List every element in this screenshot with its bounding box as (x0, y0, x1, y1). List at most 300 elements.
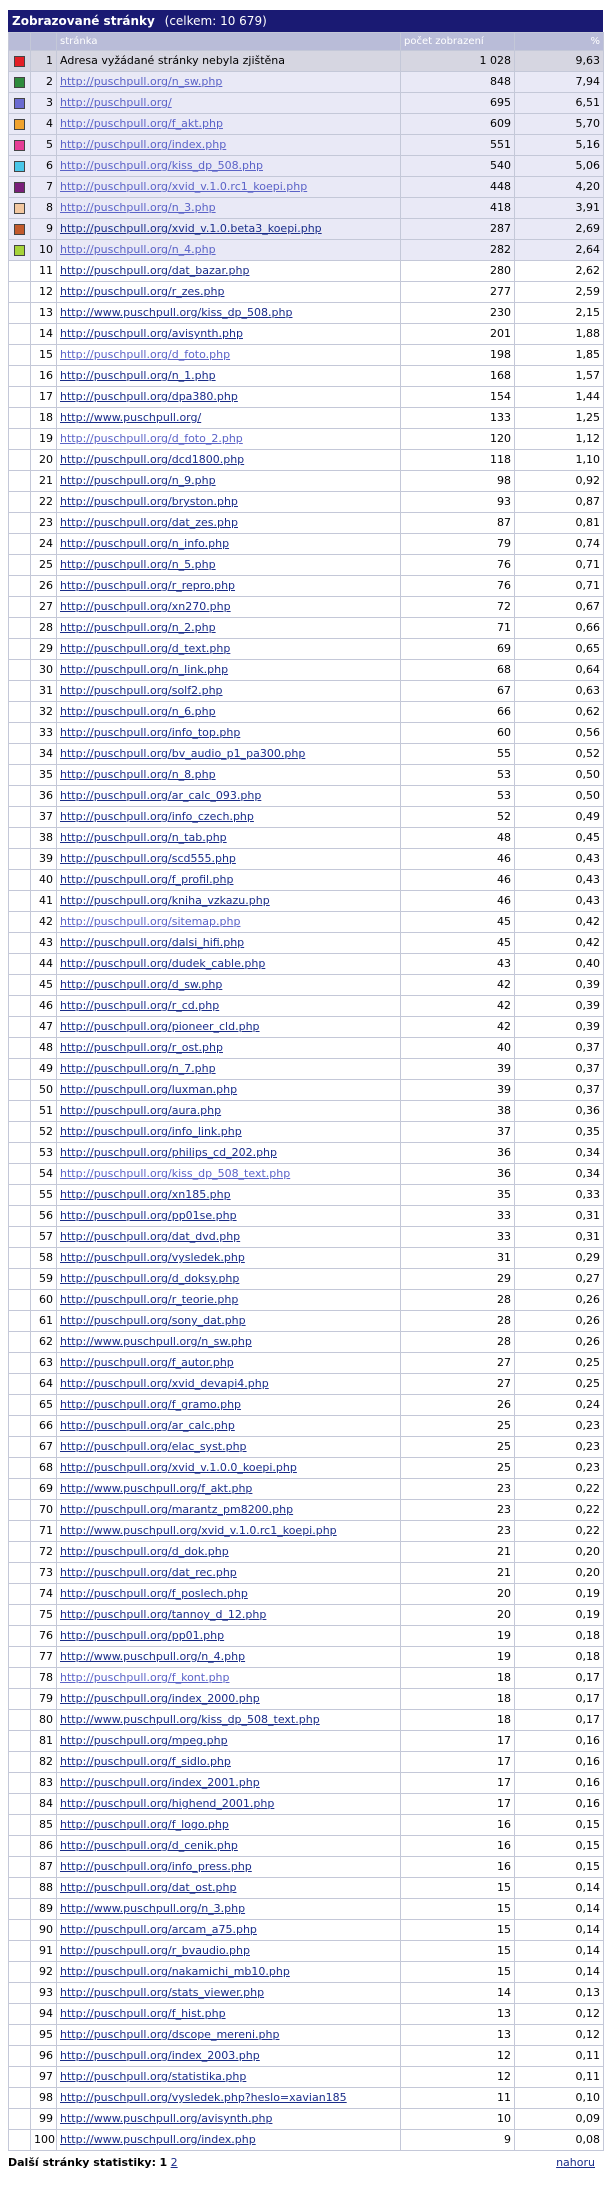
color-swatch-icon (14, 56, 25, 67)
row-page (57, 429, 401, 450)
page-link[interactable]: http://puschpull.org/n_1.php (60, 369, 216, 382)
row-page (57, 1101, 401, 1122)
row-rank: 30 (31, 660, 57, 681)
row-rank: 84 (31, 1794, 57, 1815)
row-percent: 0,34 (515, 1143, 604, 1164)
row-swatch-cell (9, 786, 31, 807)
page-link[interactable]: http://puschpull.org/index_2003.php (60, 2049, 260, 2062)
row-count: 154 (401, 387, 515, 408)
page-link[interactable]: http://puschpull.org/info_czech.php (60, 810, 254, 823)
page-link[interactable]: http://puschpull.org/index_2001.php (60, 1776, 260, 1789)
table-row (9, 2130, 604, 2151)
row-rank: 38 (31, 828, 57, 849)
table-row (9, 723, 604, 744)
page-link[interactable]: http://puschpull.org/n_6.php (60, 705, 216, 718)
page-link[interactable]: http://puschpull.org/ar_calc.php (60, 1419, 235, 1432)
row-rank: 87 (31, 1857, 57, 1878)
table-row (9, 1605, 604, 1626)
row-page (57, 723, 401, 744)
page-link[interactable]: http://puschpull.org/dscope_mereni.php (60, 2028, 280, 2041)
table-row (9, 2109, 604, 2130)
row-percent: 0,22 (515, 1500, 604, 1521)
row-rank: 40 (31, 870, 57, 891)
page-link[interactable]: http://puschpull.org/f_hist.php (60, 2007, 226, 2020)
page-link[interactable]: http://puschpull.org/r_ost.php (60, 1041, 223, 1054)
page-link[interactable]: http://puschpull.org/avisynth.php (60, 327, 243, 340)
row-page (57, 1038, 401, 1059)
page-link[interactable]: http://www.puschpull.org/index.php (60, 2133, 256, 2146)
row-swatch-cell (9, 996, 31, 1017)
row-rank: 20 (31, 450, 57, 471)
row-count: 72 (401, 597, 515, 618)
table-row (9, 1416, 604, 1437)
row-rank: 62 (31, 1332, 57, 1353)
page-link[interactable]: http://puschpull.org/n_2.php (60, 621, 216, 634)
header-percent: % (515, 33, 604, 51)
page-link[interactable]: http://puschpull.org/r_cd.php (60, 999, 220, 1012)
row-rank: 98 (31, 2088, 57, 2109)
page-link[interactable]: http://puschpull.org/f_autor.php (60, 1356, 234, 1369)
row-count: 15 (401, 1899, 515, 1920)
table-row (9, 1668, 604, 1689)
row-page (57, 1983, 401, 2004)
page-link[interactable]: http://puschpull.org/bv_audio_p1_pa300.php (60, 747, 306, 760)
page-link[interactable]: http://puschpull.org/tannoy_d_12.php (60, 1608, 267, 1621)
page-link[interactable]: http://puschpull.org/index.php (60, 138, 227, 151)
page-link[interactable]: http://puschpull.org/d_text.php (60, 642, 231, 655)
row-swatch-cell (9, 429, 31, 450)
page-link[interactable]: http://puschpull.org/n_link.php (60, 663, 229, 676)
table-row (9, 387, 604, 408)
row-rank: 23 (31, 513, 57, 534)
row-swatch-cell (9, 1227, 31, 1248)
page-link[interactable]: http://puschpull.org/kiss_dp_508_text.php (60, 1167, 291, 1180)
row-count: 53 (401, 786, 515, 807)
row-page (57, 1920, 401, 1941)
row-count: 45 (401, 933, 515, 954)
row-percent: 0,16 (515, 1794, 604, 1815)
row-swatch-cell (9, 72, 31, 93)
row-rank: 51 (31, 1101, 57, 1122)
color-swatch-icon (14, 203, 25, 214)
row-swatch-cell (9, 1878, 31, 1899)
page-link[interactable]: http://www.puschpull.org/n_3.php (60, 1902, 246, 1915)
row-swatch-cell (9, 933, 31, 954)
row-swatch-cell (9, 1731, 31, 1752)
row-rank: 13 (31, 303, 57, 324)
row-rank: 61 (31, 1311, 57, 1332)
page-link[interactable]: http://puschpull.org/pioneer_cld.php (60, 1020, 260, 1033)
page-link[interactable]: http://puschpull.org/ar_calc_093.php (60, 789, 262, 802)
row-swatch-cell (9, 765, 31, 786)
row-page (57, 954, 401, 975)
row-percent: 0,33 (515, 1185, 604, 1206)
table-row (9, 1857, 604, 1878)
page-link[interactable]: http://puschpull.org/xn270.php (60, 600, 231, 613)
table-row (9, 156, 604, 177)
row-count: 848 (401, 72, 515, 93)
row-page (57, 891, 401, 912)
row-rank: 88 (31, 1878, 57, 1899)
table-row (9, 2088, 604, 2109)
page-link[interactable]: http://puschpull.org/r_teorie.php (60, 1293, 239, 1306)
page-link[interactable]: http://puschpull.org/arcam_a75.php (60, 1923, 257, 1936)
page-link[interactable]: http://puschpull.org/info_link.php (60, 1125, 242, 1138)
page-link[interactable]: http://puschpull.org/f_poslech.php (60, 1587, 248, 1600)
page-link[interactable]: http://www.puschpull.org/kiss_dp_508_text.php (60, 1713, 320, 1726)
row-count: 1 028 (401, 51, 515, 72)
row-page (57, 2088, 401, 2109)
page-link[interactable]: http://puschpull.org/d_cenik.php (60, 1839, 238, 1852)
row-rank: 60 (31, 1290, 57, 1311)
page-link[interactable]: http://puschpull.org/dudek_cable.php (60, 957, 266, 970)
row-swatch-cell (9, 282, 31, 303)
row-page (57, 912, 401, 933)
row-swatch-cell (9, 1836, 31, 1857)
row-rank: 3 (31, 93, 57, 114)
table-row (9, 492, 604, 513)
page-link[interactable]: http://puschpull.org/solf2.php (60, 684, 223, 697)
page-link[interactable]: http://puschpull.org/highend_2001.php (60, 1797, 275, 1810)
page-link[interactable]: http://puschpull.org/n_8.php (60, 768, 216, 781)
table-row (9, 2025, 604, 2046)
row-page (57, 282, 401, 303)
row-page (57, 177, 401, 198)
page-link[interactable]: http://puschpull.org/f_logo.php (60, 1818, 229, 1831)
page-link[interactable]: http://puschpull.org/pp01se.php (60, 1209, 237, 1222)
table-row (9, 1311, 604, 1332)
page-link[interactable]: http://puschpull.org/philips_cd_202.php (60, 1146, 278, 1159)
page-link[interactable]: http://puschpull.org/kiss_dp_508.php (60, 159, 263, 172)
row-count: 69 (401, 639, 515, 660)
page-link[interactable]: http://puschpull.org/bryston.php (60, 495, 238, 508)
row-rank: 44 (31, 954, 57, 975)
page-2-link[interactable]: 2 (170, 2156, 178, 2169)
page-link[interactable]: http://puschpull.org/stats_viewer.php (60, 1986, 265, 1999)
row-rank: 65 (31, 1395, 57, 1416)
row-count: 39 (401, 1080, 515, 1101)
row-percent: 1,10 (515, 450, 604, 471)
page-current: 1 (159, 2156, 168, 2169)
row-rank: 83 (31, 1773, 57, 1794)
row-percent: 0,40 (515, 954, 604, 975)
page-link[interactable]: http://www.puschpull.org/f_akt.php (60, 1482, 253, 1495)
page-link[interactable]: http://www.puschpull.org/xvid_v.1.0.rc1_koepi.php (60, 1524, 337, 1537)
color-swatch-icon (14, 119, 25, 130)
row-count: 33 (401, 1206, 515, 1227)
row-percent: 6,51 (515, 93, 604, 114)
page-link[interactable]: http://puschpull.org/xn185.php (60, 1188, 231, 1201)
row-page (57, 1626, 401, 1647)
row-swatch-cell (9, 1920, 31, 1941)
row-swatch-cell (9, 1269, 31, 1290)
row-swatch-cell (9, 1458, 31, 1479)
row-rank: 41 (31, 891, 57, 912)
row-page (57, 1353, 401, 1374)
page-link[interactable]: http://puschpull.org/dat_ost.php (60, 1881, 237, 1894)
page-link[interactable]: http://puschpull.org/d_foto.php (60, 348, 231, 361)
page-link[interactable]: http://puschpull.org/sony_dat.php (60, 1314, 246, 1327)
row-page (57, 219, 401, 240)
page-link[interactable]: http://puschpull.org/dpa380.php (60, 390, 238, 403)
row-rank: 24 (31, 534, 57, 555)
page-link[interactable]: http://www.puschpull.org/n_4.php (60, 1650, 246, 1663)
row-count: 10 (401, 2109, 515, 2130)
page-link[interactable]: http://puschpull.org/n_7.php (60, 1062, 216, 1075)
page-link[interactable]: http://puschpull.org/scd555.php (60, 852, 236, 865)
row-swatch-cell (9, 1710, 31, 1731)
row-count: 120 (401, 429, 515, 450)
page-link[interactable]: http://puschpull.org/f_profil.php (60, 873, 234, 886)
table-row (9, 891, 604, 912)
color-swatch-icon (14, 140, 25, 151)
page-link[interactable]: http://puschpull.org/luxman.php (60, 1083, 238, 1096)
row-swatch-cell (9, 324, 31, 345)
page-link[interactable]: http://puschpull.org/ (60, 96, 172, 109)
row-page (57, 1332, 401, 1353)
row-count: 33 (401, 1227, 515, 1248)
page-link[interactable]: http://puschpull.org/n_sw.php (60, 75, 223, 88)
page-link[interactable]: http://puschpull.org/statistika.php (60, 2070, 247, 2083)
row-count: 282 (401, 240, 515, 261)
row-count: 609 (401, 114, 515, 135)
row-page (57, 555, 401, 576)
row-count: 46 (401, 849, 515, 870)
row-swatch-cell (9, 1983, 31, 2004)
page-link[interactable]: http://puschpull.org/elac_syst.php (60, 1440, 247, 1453)
table-row (9, 828, 604, 849)
back-to-top-link[interactable]: nahoru (556, 2156, 595, 2169)
page-link[interactable]: http://puschpull.org/nakamichi_mb10.php (60, 1965, 290, 1978)
row-count: 46 (401, 891, 515, 912)
row-percent: 0,36 (515, 1101, 604, 1122)
page-link[interactable]: http://puschpull.org/info_top.php (60, 726, 241, 739)
page-link[interactable]: http://puschpull.org/dat_zes.php (60, 516, 238, 529)
table-row (9, 471, 604, 492)
row-swatch-cell (9, 492, 31, 513)
color-swatch-icon (14, 98, 25, 109)
row-swatch-cell (9, 1773, 31, 1794)
row-count: 48 (401, 828, 515, 849)
row-swatch-cell (9, 1899, 31, 1920)
page-link[interactable]: http://puschpull.org/xvid_v.1.0.0_koepi.php (60, 1461, 297, 1474)
row-swatch-cell (9, 1164, 31, 1185)
row-swatch-cell (9, 1080, 31, 1101)
table-row (9, 1962, 604, 1983)
table-row (9, 933, 604, 954)
row-percent: 0,11 (515, 2046, 604, 2067)
row-swatch-cell (9, 1311, 31, 1332)
page-link[interactable]: http://puschpull.org/vysledek.php (60, 1251, 245, 1264)
row-percent: 0,66 (515, 618, 604, 639)
page-link[interactable]: http://puschpull.org/n_5.php (60, 558, 216, 571)
row-percent: 0,17 (515, 1689, 604, 1710)
row-count: 25 (401, 1416, 515, 1437)
row-rank: 27 (31, 597, 57, 618)
table-row (9, 702, 604, 723)
row-rank: 52 (31, 1122, 57, 1143)
row-rank: 29 (31, 639, 57, 660)
page-link[interactable]: http://puschpull.org/r_bvaudio.php (60, 1944, 250, 1957)
row-page (57, 702, 401, 723)
page-link[interactable]: http://puschpull.org/index_2000.php (60, 1692, 260, 1705)
page-link[interactable]: http://puschpull.org/r_repro.php (60, 579, 236, 592)
row-rank: 96 (31, 2046, 57, 2067)
page-link[interactable]: http://puschpull.org/d_foto_2.php (60, 432, 243, 445)
row-rank: 90 (31, 1920, 57, 1941)
row-swatch-cell (9, 219, 31, 240)
page-link[interactable]: http://puschpull.org/dat_rec.php (60, 1566, 237, 1579)
row-page (57, 72, 401, 93)
row-percent: 0,43 (515, 870, 604, 891)
row-rank: 25 (31, 555, 57, 576)
row-page (57, 1710, 401, 1731)
row-percent: 0,14 (515, 1878, 604, 1899)
page-link[interactable]: http://puschpull.org/f_akt.php (60, 117, 223, 130)
page-link[interactable]: http://puschpull.org/info_press.php (60, 1860, 252, 1873)
page-link[interactable]: http://www.puschpull.org/n_sw.php (60, 1335, 252, 1348)
page-link[interactable]: http://puschpull.org/n_3.php (60, 201, 216, 214)
page-link[interactable]: http://puschpull.org/d_sw.php (60, 978, 223, 991)
row-page (57, 51, 401, 72)
row-page (57, 828, 401, 849)
page-link[interactable]: http://puschpull.org/dat_bazar.php (60, 264, 250, 277)
page-link[interactable]: http://www.puschpull.org/avisynth.php (60, 2112, 273, 2125)
page-link[interactable]: http://puschpull.org/xvid_v.1.0.rc1_koepi.php (60, 180, 308, 193)
row-page (57, 870, 401, 891)
row-percent: 0,74 (515, 534, 604, 555)
row-count: 28 (401, 1290, 515, 1311)
page-link[interactable]: http://puschpull.org/f_kont.php (60, 1671, 230, 1684)
table-row (9, 534, 604, 555)
table-row (9, 1269, 604, 1290)
color-swatch-icon (14, 245, 25, 256)
row-percent: 0,18 (515, 1626, 604, 1647)
row-swatch-cell (9, 975, 31, 996)
row-swatch-cell (9, 1374, 31, 1395)
row-swatch-cell (9, 1122, 31, 1143)
row-count: 17 (401, 1794, 515, 1815)
row-count: 17 (401, 1731, 515, 1752)
row-count: 43 (401, 954, 515, 975)
page-link[interactable]: http://puschpull.org/d_dok.php (60, 1545, 229, 1558)
row-rank: 100 (31, 2130, 57, 2151)
row-count: 36 (401, 1143, 515, 1164)
table-row (9, 1752, 604, 1773)
row-rank: 55 (31, 1185, 57, 1206)
row-percent: 0,92 (515, 471, 604, 492)
row-count: 19 (401, 1626, 515, 1647)
table-row (9, 240, 604, 261)
page-link[interactable]: http://puschpull.org/dalsi_hifi.php (60, 936, 245, 949)
page-link[interactable]: http://puschpull.org/sitemap.php (60, 915, 241, 928)
row-percent: 0,43 (515, 849, 604, 870)
row-count: 17 (401, 1752, 515, 1773)
row-count: 18 (401, 1668, 515, 1689)
row-page (57, 1059, 401, 1080)
row-rank: 39 (31, 849, 57, 870)
page-link[interactable]: http://puschpull.org/n_tab.php (60, 831, 227, 844)
row-swatch-cell (9, 1017, 31, 1038)
color-swatch-icon (14, 224, 25, 235)
row-rank: 72 (31, 1542, 57, 1563)
table-row (9, 1836, 604, 1857)
page-link[interactable]: http://puschpull.org/n_9.php (60, 474, 216, 487)
row-swatch-cell (9, 1542, 31, 1563)
row-percent: 0,43 (515, 891, 604, 912)
page-link[interactable]: http://puschpull.org/kniha_vzkazu.php (60, 894, 270, 907)
row-page (57, 492, 401, 513)
page-link[interactable]: http://puschpull.org/pp01.php (60, 1629, 225, 1642)
table-row (9, 1626, 604, 1647)
row-count: 551 (401, 135, 515, 156)
page-link[interactable]: http://puschpull.org/aura.php (60, 1104, 222, 1117)
page-link[interactable]: http://puschpull.org/xvid_devapi4.php (60, 1377, 269, 1390)
page-link[interactable]: http://puschpull.org/xvid_v.1.0.beta3_koepi.php (60, 222, 322, 235)
color-swatch-icon (14, 161, 25, 172)
row-percent: 9,63 (515, 51, 604, 72)
row-count: 60 (401, 723, 515, 744)
page-unknown-label: Adresa vyžádané stránky nebyla zjištěna (60, 54, 286, 67)
row-rank: 45 (31, 975, 57, 996)
row-page (57, 1563, 401, 1584)
page-link[interactable]: http://puschpull.org/dcd1800.php (60, 453, 245, 466)
row-rank: 89 (31, 1899, 57, 1920)
row-percent: 0,49 (515, 807, 604, 828)
row-page (57, 1416, 401, 1437)
row-percent: 0,13 (515, 1983, 604, 2004)
row-rank: 21 (31, 471, 57, 492)
page-link[interactable]: http://puschpull.org/mpeg.php (60, 1734, 228, 1747)
table-row (9, 303, 604, 324)
page-link[interactable]: http://puschpull.org/n_4.php (60, 243, 216, 256)
row-percent: 0,71 (515, 576, 604, 597)
table-row (9, 51, 604, 72)
page-link[interactable]: http://www.puschpull.org/kiss_dp_508.php (60, 306, 293, 319)
row-swatch-cell (9, 2046, 31, 2067)
row-swatch-cell (9, 555, 31, 576)
row-percent: 0,31 (515, 1206, 604, 1227)
row-swatch-cell (9, 2025, 31, 2046)
row-percent: 0,14 (515, 1941, 604, 1962)
page-link[interactable]: http://puschpull.org/f_sidlo.php (60, 1755, 231, 1768)
row-count: 277 (401, 282, 515, 303)
page-link[interactable]: http://puschpull.org/marantz_pm8200.php (60, 1503, 294, 1516)
row-percent: 0,35 (515, 1122, 604, 1143)
page-link[interactable]: http://puschpull.org/d_doksy.php (60, 1272, 240, 1285)
page-link[interactable]: http://puschpull.org/r_zes.php (60, 285, 225, 298)
page-link[interactable]: http://puschpull.org/n_info.php (60, 537, 230, 550)
row-count: 418 (401, 198, 515, 219)
page-link[interactable]: http://puschpull.org/dat_dvd.php (60, 1230, 241, 1243)
row-count: 39 (401, 1059, 515, 1080)
row-page (57, 1122, 401, 1143)
row-count: 23 (401, 1479, 515, 1500)
row-page (57, 996, 401, 1017)
row-swatch-cell (9, 1584, 31, 1605)
row-rank: 14 (31, 324, 57, 345)
row-swatch-cell (9, 1857, 31, 1878)
row-percent: 0,50 (515, 786, 604, 807)
header-rank (31, 33, 57, 51)
row-count: 23 (401, 1521, 515, 1542)
table-row (9, 954, 604, 975)
page-link[interactable]: http://puschpull.org/f_gramo.php (60, 1398, 242, 1411)
page-link[interactable]: http://www.puschpull.org/ (60, 411, 202, 424)
panel-header (8, 10, 603, 32)
table-row (9, 765, 604, 786)
page-link[interactable]: http://puschpull.org/vysledek.php?heslo=xavian185 (60, 2091, 347, 2104)
